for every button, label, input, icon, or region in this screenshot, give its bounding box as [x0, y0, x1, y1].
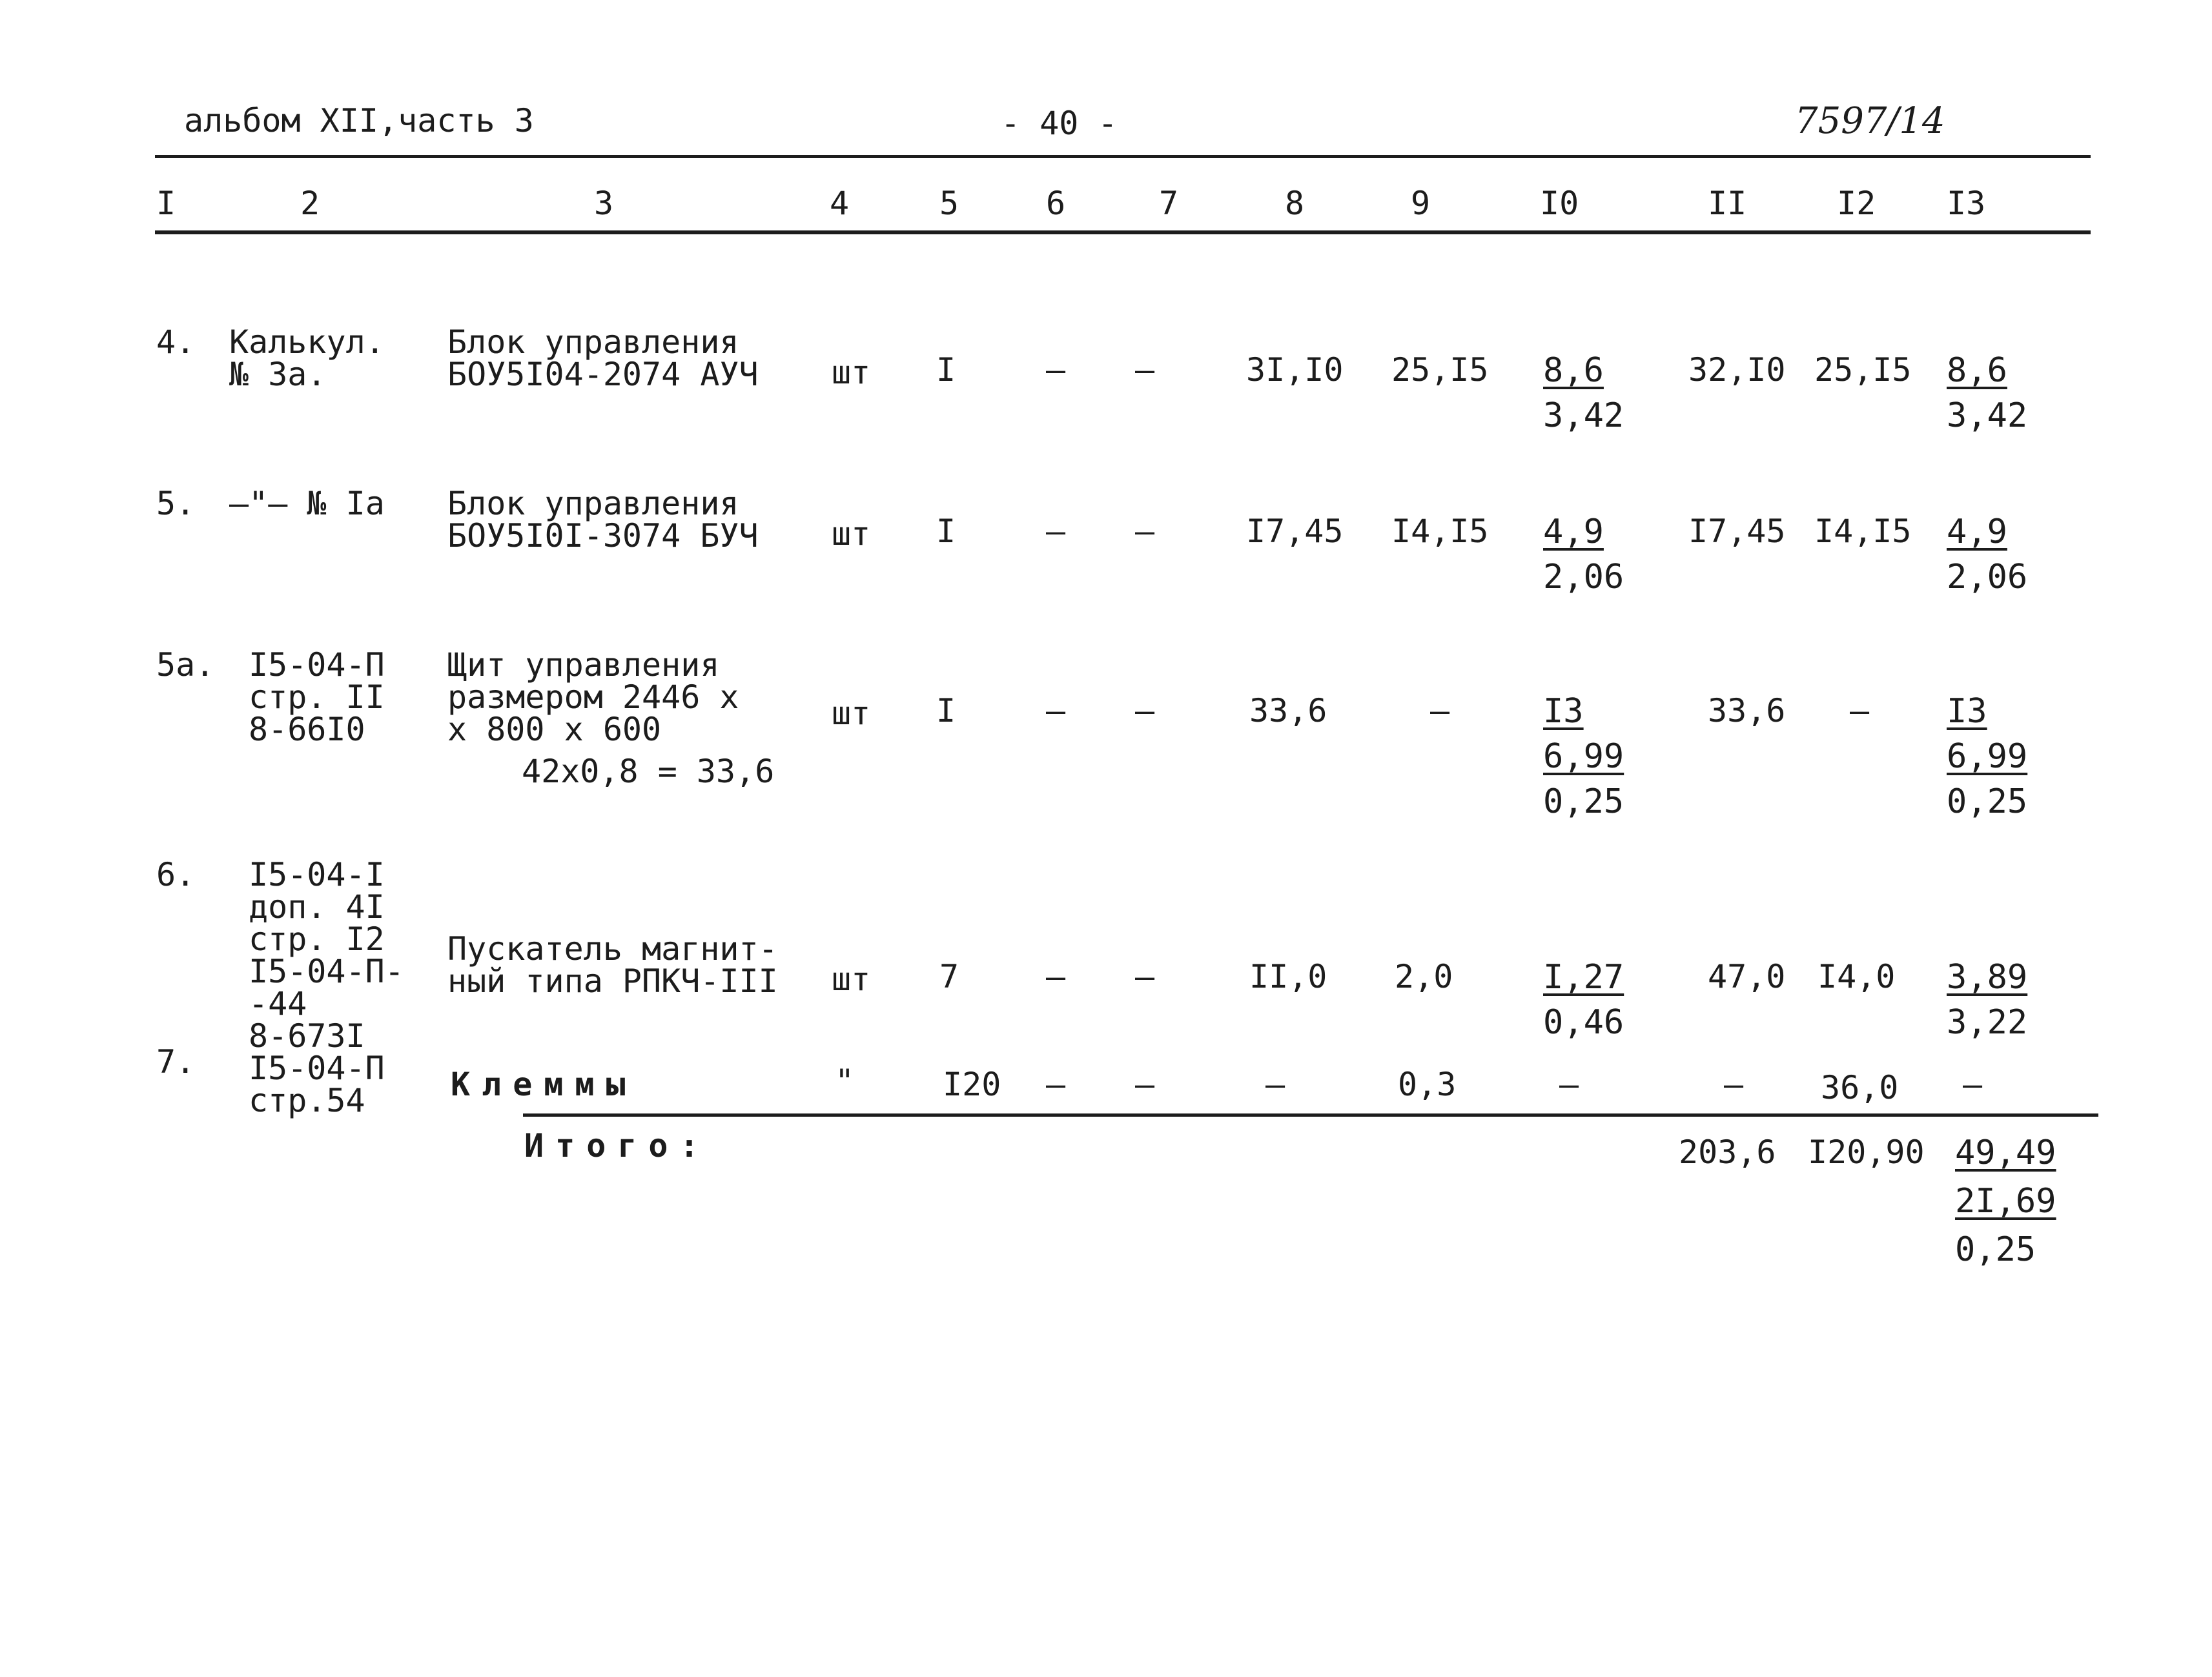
top-rule: [155, 155, 2091, 158]
row-col12: 25,I5: [1814, 351, 1912, 389]
row-number: 4.: [156, 323, 196, 361]
row-col9: –: [1430, 692, 1450, 729]
row-col10-top: I3: [1543, 692, 1584, 731]
row-col8: –: [1265, 1066, 1285, 1103]
page-number: - 40 -: [1001, 105, 1118, 142]
column-header-rule: [155, 230, 2091, 234]
row-col13-top: 4,9: [1947, 513, 2007, 551]
row-col7: –: [1135, 513, 1155, 550]
row-col10-bottom: 0,25: [1543, 782, 1624, 821]
row-quantity: I: [936, 351, 956, 389]
row-unit: шт: [832, 354, 871, 391]
total-col13-middle: 2I,69: [1955, 1182, 2056, 1221]
row-col8: 3I,I0: [1246, 351, 1344, 389]
row-col10: –: [1559, 1066, 1579, 1103]
row-col7: –: [1135, 958, 1155, 995]
total-col11: 203,6: [1679, 1133, 1776, 1171]
row-code: Калькул. № 3а.: [229, 323, 385, 393]
row-col11: 32,I0: [1688, 351, 1786, 389]
row-col10-bottom: 2,06: [1543, 558, 1624, 596]
row-number: 6.: [156, 856, 196, 893]
total-col12: I20,90: [1808, 1133, 1925, 1171]
column-number: 2: [300, 185, 320, 222]
row-unit: ": [835, 1062, 855, 1100]
row-code: I5-04-I доп. 4I стр. I2 I5-04-П- -44 8-673I: [249, 856, 404, 1055]
row-col9: 0,3: [1398, 1066, 1457, 1103]
row-col12: –: [1850, 692, 1870, 729]
row-col13-top: 3,89: [1947, 958, 2028, 997]
row-col6: –: [1046, 351, 1066, 389]
row-col7: –: [1135, 692, 1155, 729]
row-col10-bottom: 0,46: [1543, 1003, 1624, 1042]
column-number: II: [1708, 185, 1747, 222]
row-col9: 25,I5: [1391, 351, 1489, 389]
total-col13-top: 49,49: [1955, 1133, 2056, 1172]
row-col13: –: [1963, 1066, 1983, 1103]
row-col6: –: [1046, 513, 1066, 550]
row-unit: шт: [832, 960, 871, 998]
row-quantity: I20: [943, 1066, 1001, 1103]
column-number: 5: [939, 185, 959, 222]
column-number: I0: [1540, 185, 1579, 222]
column-number: 3: [594, 185, 614, 222]
row-unit: шт: [832, 695, 871, 732]
row-quantity: I: [936, 692, 956, 729]
row-code: I5-04-П стр.54: [249, 1050, 385, 1119]
row-col7: –: [1135, 1066, 1155, 1103]
row-col13-bottom: 3,42: [1947, 396, 2028, 435]
row-col11: I7,45: [1688, 513, 1786, 550]
row-col7: –: [1135, 351, 1155, 389]
row-col13-top: 8,6: [1947, 351, 2007, 390]
row-col12: I4,I5: [1814, 513, 1912, 550]
row-name: Щит управления размером 2446 х х 800 х 600: [447, 646, 739, 748]
row-unit: шт: [832, 515, 871, 553]
column-number: 9: [1411, 185, 1431, 222]
column-number: I: [156, 185, 176, 222]
row-col11: 47,0: [1708, 958, 1786, 995]
row-col6: –: [1046, 958, 1066, 995]
row-formula: 42х0,8 = 33,6: [522, 753, 775, 790]
row-col13-middle: 6,99: [1947, 737, 2028, 776]
row-col9: 2,0: [1395, 958, 1453, 995]
total-rule: [523, 1113, 2098, 1117]
row-col8: I7,45: [1246, 513, 1344, 550]
row-col11: –: [1724, 1066, 1744, 1103]
row-col13-bottom: 3,22: [1947, 1003, 2028, 1042]
row-name: Пускатель магнит- ный типа РПКЧ-III: [447, 930, 778, 1000]
column-number: I3: [1947, 185, 1986, 222]
row-col11: 33,6: [1708, 692, 1786, 729]
total-label: Итого:: [524, 1127, 711, 1164]
row-name: Клеммы: [451, 1066, 637, 1103]
row-number: 7.: [156, 1043, 196, 1081]
row-col6: –: [1046, 1066, 1066, 1103]
row-code: I5-04-П стр. II 8-66I0: [249, 646, 385, 748]
row-number: 5а.: [156, 646, 215, 684]
column-number: 4: [830, 185, 850, 222]
total-col13-bottom: 0,25: [1955, 1230, 2036, 1269]
column-number: 8: [1285, 185, 1305, 222]
album-label: альбом XII,часть 3: [184, 102, 534, 139]
row-name: Блок управления БОУ5I0I-3074 БУЧ: [447, 485, 759, 554]
row-col10-bottom: 3,42: [1543, 396, 1624, 435]
row-col10-top: 8,6: [1543, 351, 1604, 390]
handwritten-reference: 7597/14: [1795, 100, 1945, 142]
row-col8: 33,6: [1249, 692, 1327, 729]
row-col12: 36,0: [1821, 1069, 1899, 1106]
row-col6: –: [1046, 692, 1066, 729]
row-number: 5.: [156, 485, 196, 522]
column-number: 6: [1046, 185, 1066, 222]
row-col13-bottom: 0,25: [1947, 782, 2028, 821]
column-number: 7: [1159, 185, 1179, 222]
row-col10-top: I,27: [1543, 958, 1624, 997]
row-quantity: I: [936, 513, 956, 550]
row-col12: I4,0: [1818, 958, 1896, 995]
row-col10-middle: 6,99: [1543, 737, 1624, 776]
row-col9: I4,I5: [1391, 513, 1489, 550]
row-col13-bottom: 2,06: [1947, 558, 2028, 596]
column-number: I2: [1837, 185, 1876, 222]
row-quantity: 7: [939, 958, 959, 995]
row-col10-top: 4,9: [1543, 513, 1604, 551]
row-col8: II,0: [1249, 958, 1327, 995]
row-name: Блок управления БОУ5I04-2074 АУЧ: [447, 323, 759, 393]
row-code: –"– № Iа: [229, 485, 385, 522]
row-col13-top: I3: [1947, 692, 1987, 731]
